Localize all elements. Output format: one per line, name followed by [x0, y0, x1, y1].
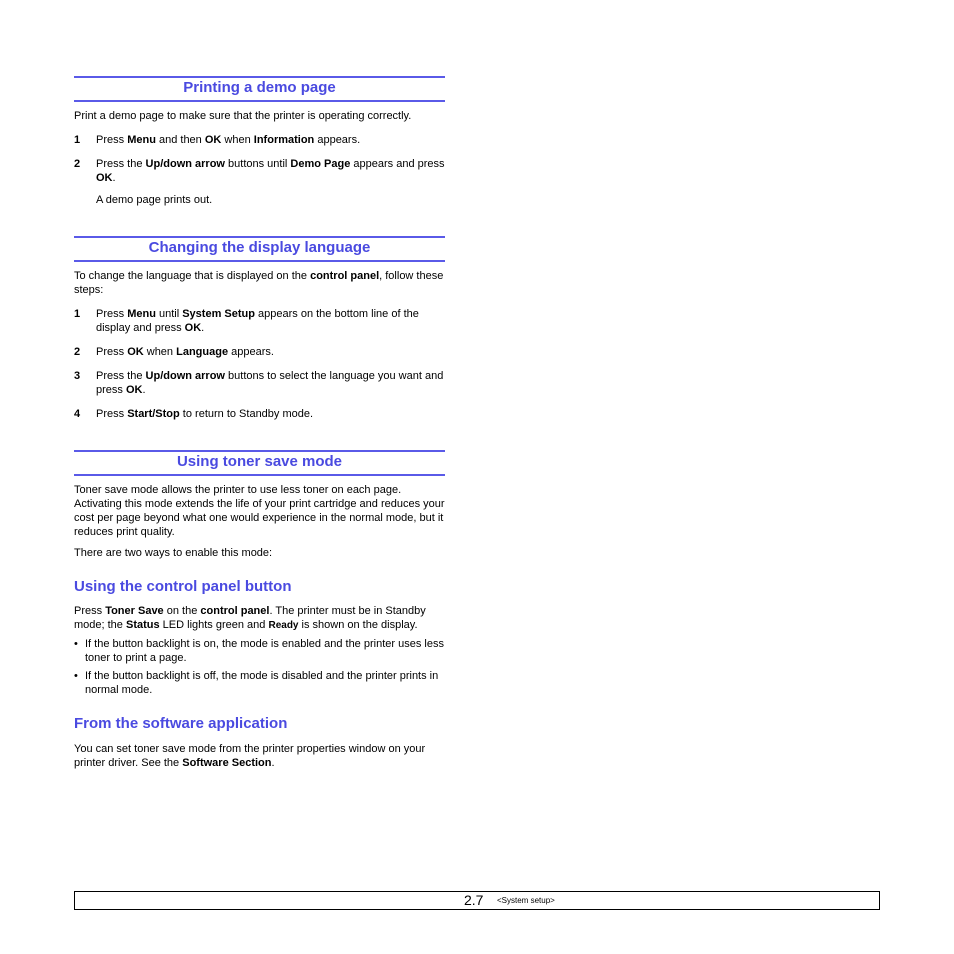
- language-intro: To change the language that is displayed on the control panel, follow these steps:: [74, 270, 444, 296]
- software-application-text: You can set toner save mode from the printer properties window on your printer driver. See the Software Section.: [74, 743, 426, 769]
- section-heading-toner-save: Using toner save mode: [74, 450, 445, 476]
- toner-ways: There are two ways to enable this mode:: [74, 547, 273, 559]
- step-text: Press OK when Language appears.: [96, 346, 274, 358]
- bullet-text: If the button backlight is on, the mode is enabled and the printer uses less toner to print a page.: [85, 638, 444, 664]
- step-number: 2: [74, 346, 81, 358]
- step-number: 1: [74, 134, 81, 146]
- toner-intro: Toner save mode allows the printer to use less toner on each page. Activating this mode extends the life of your print cartridge and reduces your cost per page beyond what one would experience in the normal mode, but it reduces print quality.: [74, 484, 445, 538]
- page-footer: [74, 891, 880, 910]
- step-text: Press the Up/down arrow buttons until Demo Page appears and press OK.: [96, 158, 445, 184]
- page-number: 2.7: [464, 892, 484, 908]
- subheading-software-application: From the software application: [74, 715, 288, 732]
- step-text: Press Start/Stop to return to Standby mode.: [96, 408, 314, 420]
- control-panel-text: Press Toner Save on the control panel. The printer must be in Standby mode; the Status LED lights green and Ready is shown on the display.: [74, 605, 426, 631]
- chapter-title: <System setup>: [497, 896, 555, 905]
- step-text: Press Menu until System Setup appears on the bottom line of the display and press OK.: [96, 308, 419, 334]
- demo-note: A demo page prints out.: [96, 194, 213, 206]
- step-number: 1: [74, 308, 81, 320]
- bullet-icon: •: [74, 670, 78, 682]
- demo-intro: Print a demo page to make sure that the printer is operating correctly.: [74, 110, 412, 122]
- section-heading-language: Changing the display language: [74, 236, 445, 262]
- step-number: 2: [74, 158, 81, 170]
- section-heading-demo-page: Printing a demo page: [74, 76, 445, 102]
- step-number: 4: [74, 408, 81, 420]
- subheading-control-panel: Using the control panel button: [74, 578, 292, 595]
- step-text: Press Menu and then OK when Information appears.: [96, 134, 361, 146]
- bullet-text: If the button backlight is off, the mode is disabled and the printer prints in normal mode.: [85, 670, 439, 696]
- step-text: Press the Up/down arrow buttons to select the language you want and press OK.: [96, 370, 444, 396]
- step-number: 3: [74, 370, 81, 382]
- bullet-icon: •: [74, 638, 78, 650]
